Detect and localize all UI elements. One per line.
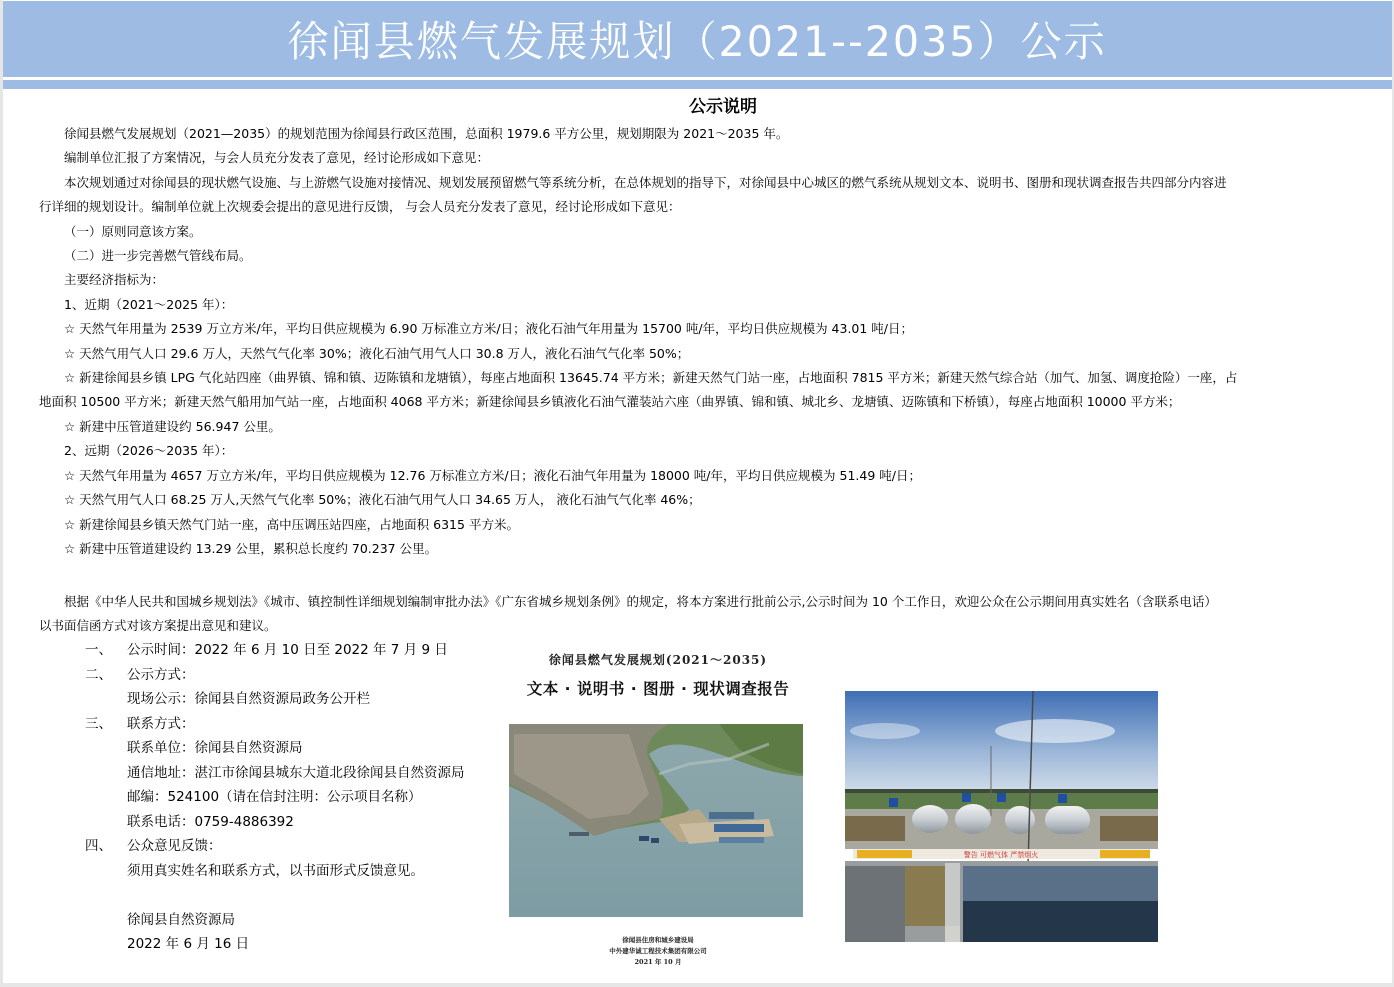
banner-title: 徐闻县燃气发展规划（2021--2035）公示	[287, 17, 1108, 66]
long-term-item: ☆ 天然气用气人口 68.25 万人,天然气气化率 50%；液化石油气用气人口 34.65 万人， 液化石油气气化率 46%；	[64, 492, 701, 508]
contact-phone: 联系电话：0759-4886392	[127, 813, 294, 830]
document-body	[3, 122, 1392, 561]
section-number: 一、	[85, 642, 112, 658]
signature: 徐闻县自然资源局	[127, 911, 235, 928]
section-number: 四、	[85, 838, 112, 854]
indicators-label: 主要经济指标为：	[64, 272, 165, 288]
contact-postcode: 邮编：524100（请在信封注明：公示项目名称）	[127, 789, 422, 805]
lpg-station-photo	[845, 691, 1158, 942]
spacer	[85, 883, 505, 908]
onsite-publicity: 现场公示：徐闻县自然资源局政务公开栏	[127, 691, 370, 707]
intro-paragraph: 徐闻县燃气发展规划（2021—2035）的规划范围为徐闻县行政区范围，总面积 1979.6 平方公里，规划期限为 2021～2035 年。	[64, 126, 789, 141]
opinion-1: （一）原则同意该方案。	[64, 223, 202, 239]
analysis-paragraph-line1: 本次规划通过对徐闻县的现状燃气设施、与上游燃气设施对接情况、规划发展预留燃气等系统分析，在总体规划的指导下，对徐闻县中心城区的燃气系统从规划文本、说明书、图册和现状调查报告共四部分内容进	[64, 174, 1227, 190]
long-term-item: ☆ 新建中压管道建设约 13.29 公里，累积总长度约 70.237 公里。	[64, 540, 438, 556]
report-paragraph: 编制单位汇报了方案情况，与会人员充分发表了意见，经讨论形成如下意见：	[64, 150, 490, 166]
cover-footer	[503, 935, 813, 968]
near-term-item-continuation: 地面积 10500 平方米；新建天然气船用加气站一座，占地面积 4068 平方米；新建徐闻县乡镇液化石油气灌装站六座（曲界镇、锦和镇、城北乡、龙塘镇、迈陈镇和下桥镇），每座占地面积 10000 平方米；	[39, 394, 1181, 410]
section-number: 二、	[85, 666, 112, 683]
notice-line2: 以书面信函方式对该方案提出意见和建议。	[39, 618, 277, 634]
cover-footer-company: 中外建华诚工程技术集团有限公司	[609, 947, 707, 955]
notice-page	[3, 0, 1392, 983]
section-publicity-time	[85, 638, 505, 663]
long-term-label: 2、远期（2026～2035 年）：	[64, 443, 234, 459]
contact-unit: 联系单位：徐闻县自然资源局	[127, 740, 303, 756]
section-text: 公示时间：2022 年 6 月 10 日至 2022 年 7 月 9 日	[127, 642, 448, 658]
near-term-item: ☆ 新建徐闻县乡镇 LPG 气化站四座（曲界镇、锦和镇、迈陈镇和龙塘镇），每座占地面积 13645.74 平方米；新建天然气门站一座，占地面积 7815 平方米；新建天然气综合站（加气、加氢、调度抢险）一座，占	[64, 370, 1238, 386]
plan-cover-image	[503, 645, 813, 975]
section-text: 联系方式：	[127, 715, 195, 732]
near-term-label: 1、近期（2021～2025 年）：	[64, 296, 234, 312]
aerial-port-photo	[509, 724, 803, 917]
long-term-item: ☆ 新建徐闻县乡镇天然气门站一座，高中压调压站四座，占地面积 6315 平方米。	[64, 516, 519, 532]
long-term-item: ☆ 天然气年用量为 4657 万立方米/年，平均日供应规模为 12.76 万标准立方米/日；液化石油气年用量为 18000 吨/年，平均日供应规模为 51.49 吨/日；	[64, 467, 921, 483]
document-heading: 公示说明	[689, 97, 757, 117]
publicity-details	[85, 638, 505, 957]
notice-line1: 根据《中华人民共和国城乡规划法》《城市、镇控制性详细规划编制审批办法》《广东省城乡规划条例》的规定，将本方案进行批前公示,公示时间为 10 个工作日，欢迎公众在公示期间用真实姓名（含联系电话）	[64, 594, 1217, 609]
cover-main-title: 文本 · 说明书 · 图册 · 现状调查报告	[526, 680, 790, 698]
analysis-paragraph-line2: 行详细的规划设计。编制单位就上次规委会提出的意见进行反馈， 与会人员充分发表了意见，经讨论形成如下意见：	[39, 199, 681, 215]
title-banner	[3, 1, 1392, 77]
cover-subtitle: 徐闻县燃气发展规划(2021～2035)	[548, 653, 768, 667]
cover-footer-authority: 徐闻县住房和城乡建设局	[622, 936, 694, 944]
section-contact	[85, 712, 505, 737]
section-text: 公示方式：	[127, 666, 195, 683]
section-publicity-method	[85, 663, 505, 688]
warning-sign-text: 警告 可燃气体 严禁烟火	[963, 851, 1039, 859]
opinion-2: （二）进一步完善燃气管线布局。	[64, 248, 252, 264]
signature-date: 2022 年 6 月 16 日	[127, 936, 250, 952]
banner-divider	[3, 80, 1392, 89]
section-feedback	[85, 834, 505, 859]
contact-address: 通信地址：湛江市徐闻县城东大道北段徐闻县自然资源局	[127, 764, 465, 781]
section-text: 公众意见反馈：	[127, 838, 222, 854]
cover-footer-date: 2021 年 10 月	[634, 958, 682, 966]
feedback-instructions: 须用真实姓名和联系方式，以书面形式反馈意见。	[127, 862, 424, 879]
near-term-item: ☆ 天然气年用量为 2539 万立方米/年，平均日供应规模为 6.90 万标准立方米/日；液化石油气年用量为 15700 吨/年，平均日供应规模为 43.01 吨/日；	[64, 321, 914, 337]
near-term-item: ☆ 天然气用气人口 29.6 万人，天然气气化率 30%；液化石油气用气人口 30.8 万人，液化石油气气化率 50%；	[64, 345, 690, 361]
near-term-item: ☆ 新建中压管道建设约 56.947 公里。	[64, 418, 281, 434]
section-number: 三、	[85, 715, 112, 732]
notice-paragraph	[3, 590, 1392, 639]
